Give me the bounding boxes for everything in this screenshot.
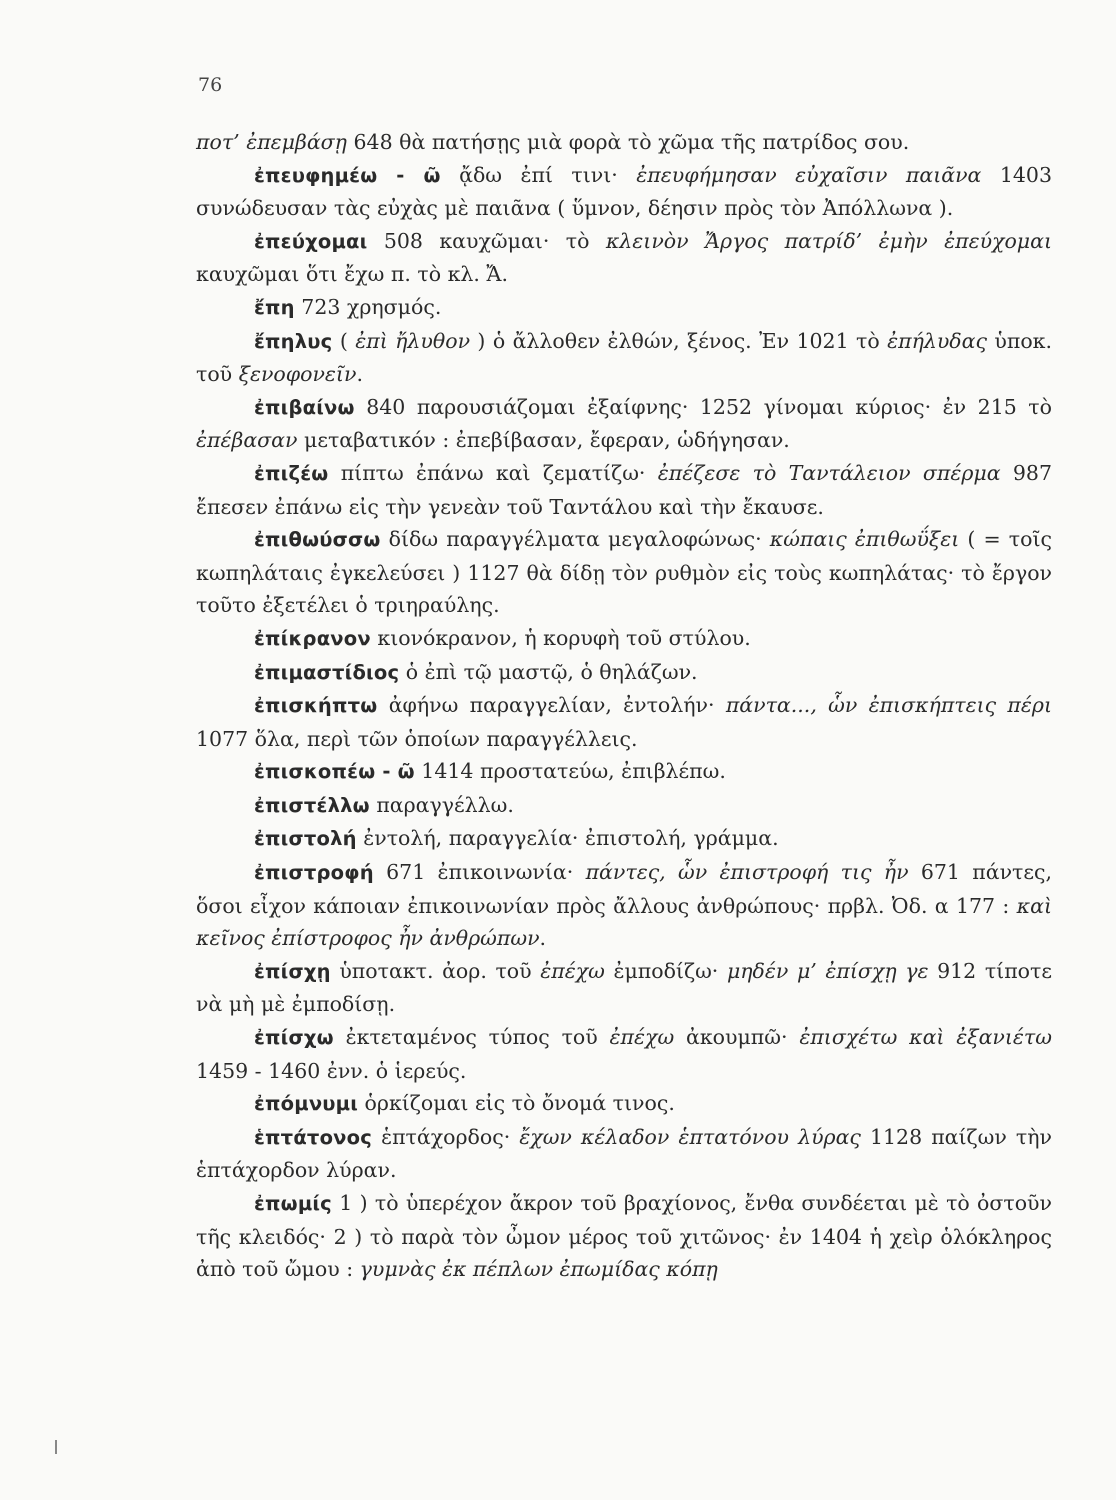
entry-definition: κιονόκρανον, ἡ κορυφὴ τοῦ στύλου. — [370, 625, 751, 650]
entry-definition: 723 χρησμός. — [294, 294, 442, 319]
dictionary-entry — [196, 955, 1052, 1021]
entry-definition: 1077 ὅλα, περὶ τῶν ὁποίων παραγγέλλεις. — [196, 726, 638, 751]
entry-headword: ἐπευφημέω - ῶ — [254, 163, 441, 187]
dictionary-entry — [196, 159, 1052, 225]
entry-headword: ἐπισκήπτω — [254, 694, 378, 718]
entry-definition: ( — [332, 328, 356, 353]
entry-definition: 1 ) τὸ ὑπερέχον ἄκρον τοῦ βραχίονος, ἔνθα συνδέεται μὲ τὸ ὀστοῦν τῆς κλειδός· 2 ) τὸ παρὰ τὸν ὦμον μέρος τοῦ χιτῶνος· ἐν 1404 ἡ χεὶρ ὁλόκληρος ἀπὸ τοῦ ὤμου : — [196, 1191, 1052, 1282]
entry-quotation: ἐπέχω — [540, 958, 605, 983]
entry-definition: ᾄδω ἐπί τινι· — [440, 162, 637, 187]
entry-quotation: κώπαις ἐπιθωΰξει — [769, 527, 960, 552]
entry-quotation: πάντες, ὧν ἐπιστροφή τις ἦν — [585, 860, 909, 885]
entry-quotation: κλεινὸν Ἄργος πατρίδ’ ἐμὴν ἐπεύχομαι — [605, 228, 1052, 253]
entry-quotation: ἐπήλυδας — [887, 328, 987, 353]
entry-definition: 671 ἐπικοινωνία· — [373, 860, 586, 885]
entry-definition: 912 τίποτε νὰ μὴ μὲ ἐμποδίσῃ. — [196, 958, 1052, 1017]
entry-headword: ἐπιζέω — [254, 461, 329, 485]
entry-headword: ἐπίκρανον — [254, 626, 371, 650]
entry-headword: ἐπιστροφή — [254, 861, 374, 885]
entry-definition: ὁ ἐπὶ τῷ μαστῷ, ὁ θηλάζων. — [399, 659, 698, 684]
entry-definition: 1128 παίζων τὴν ἑπτάχορδον λύραν. — [196, 1124, 1052, 1183]
entry-quotation: καὶ κεῖνος ἐπίστροφος ἦν ἀνθρώπων — [196, 893, 1052, 951]
dictionary-entry — [196, 755, 1052, 789]
dictionary-entry — [196, 689, 1052, 755]
entry-quotation: πάντα..., ὧν ἐπισκήπτεις πέρι — [725, 693, 1053, 718]
dictionary-entries — [196, 126, 1052, 1286]
dictionary-entry — [196, 1021, 1052, 1087]
entry-definition: 671 πάντες, ὅσοι εἶχον κάποιαν ἐπικοινωνίαν πρὸς ἄλλους ἀνθρώπους· πρβλ. Ὀδ. α 177 : — [196, 860, 1053, 918]
entry-definition: 508 καυχῶμαι· τὸ — [367, 228, 606, 253]
entry-definition: 1459 - 1460 ἐνν. ὁ ἱερεύς. — [196, 1058, 467, 1083]
entry-quotation: ἐπέζεσε τὸ Ταντάλειον σπέρμα — [657, 460, 1001, 485]
entry-definition: μεταβατικόν : ἐπεβίβασαν, ἔφεραν, ὡδήγησαν. — [297, 428, 790, 453]
entry-definition: ) ὁ ἄλλοθεν ἐλθών, ξένος. Ἐν 1021 τὸ — [470, 328, 888, 353]
entry-definition: ( = τοῖς κωπηλάταις ἐγκελεύσει ) 1127 θὰ δίδῃ τὸν ρυθμὸν εἰς τοὺς κωπηλάτας· τὸ ἔργον τοῦτο ἐξετέλει ὁ τριηραύλης. — [196, 527, 1052, 618]
entry-headword: ἔπηλυς — [254, 329, 333, 353]
entry-headword: ἐπίσχῃ — [254, 959, 331, 983]
entry-headword: ἐπιστολή — [254, 827, 357, 851]
dictionary-entry — [196, 391, 1052, 457]
page-number: 76 — [198, 74, 223, 96]
entry-quotation: ξενοφονεῖν — [238, 362, 357, 387]
entry-headword: ἐπόμνυμι — [254, 1092, 359, 1116]
dictionary-entry — [196, 789, 1052, 823]
entry-definition: δίδω παραγγέλματα μεγαλοφώνως· — [380, 527, 770, 552]
dictionary-entry — [196, 325, 1052, 391]
entry-definition: καυχῶμαι ὅτι ἔχω π. τὸ κλ. Ἄ. — [196, 262, 508, 287]
dictionary-entry — [196, 457, 1052, 523]
entry-quotation: ἐπὶ ἤλυθον — [355, 328, 471, 353]
entry-definition: 840 παρουσιάζομαι ἐξαίφνης· 1252 γίνομαι κύριος· ἐν 215 τὸ — [354, 394, 1052, 419]
entry-definition: ἐκτεταμένος τύπος τοῦ — [333, 1025, 610, 1050]
entry-quotation: ἔχων κέλαδον ἑπτατόνου λύρας — [519, 1124, 861, 1149]
entry-headword: ἐπιμαστίδιος — [254, 660, 400, 684]
margin-mark — [55, 1440, 57, 1454]
entry-quotation: ποτ’ ἐπεμβάσῃ — [196, 130, 347, 154]
entry-definition: 1403 συνώδευσαν τὰς εὐχὰς μὲ παιᾶνα ( ὕμνον, δέησιν πρὸς τὸν Ἀπόλλωνα ). — [196, 162, 1053, 221]
entry-headword: ἑπτάτονος — [254, 1125, 373, 1149]
entry-quotation: γυμνὰς ἐκ πέπλων ἐπωμίδας κόπῃ — [359, 1257, 718, 1282]
entry-definition: ἐμποδίζω· — [604, 958, 727, 983]
entry-quotation: μηδέν μ’ ἐπίσχῃ γε — [726, 958, 929, 983]
entry-definition: ἀφήνω παραγγελίαν, ἐντολήν· — [377, 693, 726, 718]
entry-definition: . — [356, 362, 363, 387]
entry-definition: 1414 προστατεύω, ἐπιβλέπω. — [414, 759, 726, 784]
entry-definition: ἀκουμπῶ· — [674, 1025, 800, 1050]
entry-definition: 648 θὰ πατήσῃς μιὰ φορὰ τὸ χῶμα τῆς πατρίδος σου. — [346, 130, 910, 154]
entry-definition: παραγγέλλω. — [369, 792, 514, 817]
dictionary-entry — [196, 656, 1052, 690]
entry-quotation: ἐπισχέτω καὶ ἐξανιέτω — [799, 1025, 1052, 1050]
entry-headword: ἐπιστέλλω — [254, 793, 370, 817]
dictionary-entry — [196, 523, 1052, 622]
entry-headword: ἐπεύχομαι — [254, 229, 368, 253]
dictionary-entry — [196, 856, 1052, 955]
entry-definition: . — [539, 926, 547, 951]
dictionary-entry — [196, 291, 1052, 325]
dictionary-entry — [196, 622, 1052, 656]
entry-headword: ἐπίσχω — [254, 1026, 334, 1050]
dictionary-entry — [196, 1121, 1052, 1187]
dictionary-entry — [196, 126, 1052, 159]
entry-definition: 987 ἔπεσεν ἐπάνω εἰς τὴν γενεὰν τοῦ Ταντάλου καὶ τὴν ἔκαυσε. — [196, 460, 1053, 519]
entry-quotation: ἐπέχω — [609, 1025, 675, 1050]
entry-headword: ἐπιθωύσσω — [254, 528, 381, 552]
entry-headword: ἐπωμίς — [254, 1192, 332, 1215]
entry-headword: ἐπιβαίνω — [254, 395, 355, 419]
entry-quotation: ἐπευφήμησαν εὐχαῖσιν παιᾶνα — [636, 162, 982, 187]
dictionary-entry — [196, 822, 1052, 856]
dictionary-entry — [196, 225, 1052, 291]
entry-definition: ὑποτακτ. ἀορ. τοῦ — [330, 958, 541, 983]
dictionary-entry — [196, 1187, 1052, 1286]
entry-headword: ἐπισκοπέω - ῶ — [254, 760, 415, 784]
entry-definition: πίπτω ἐπάνω καὶ ζεματίζω· — [328, 460, 658, 485]
entry-definition: ἐντολή, παραγγελία· ἐπιστολή, γράμμα. — [356, 826, 779, 851]
entry-definition: ἑπτάχορδος· — [372, 1124, 520, 1149]
entry-headword: ἔπη — [254, 295, 295, 319]
entry-definition: ὁρκίζομαι εἰς τὸ ὄνομά τινος. — [358, 1091, 675, 1116]
dictionary-entry — [196, 1087, 1052, 1121]
entry-definition: ὑποκ. τοῦ — [196, 328, 1052, 387]
entry-quotation: ἐπέβασαν — [196, 428, 298, 453]
